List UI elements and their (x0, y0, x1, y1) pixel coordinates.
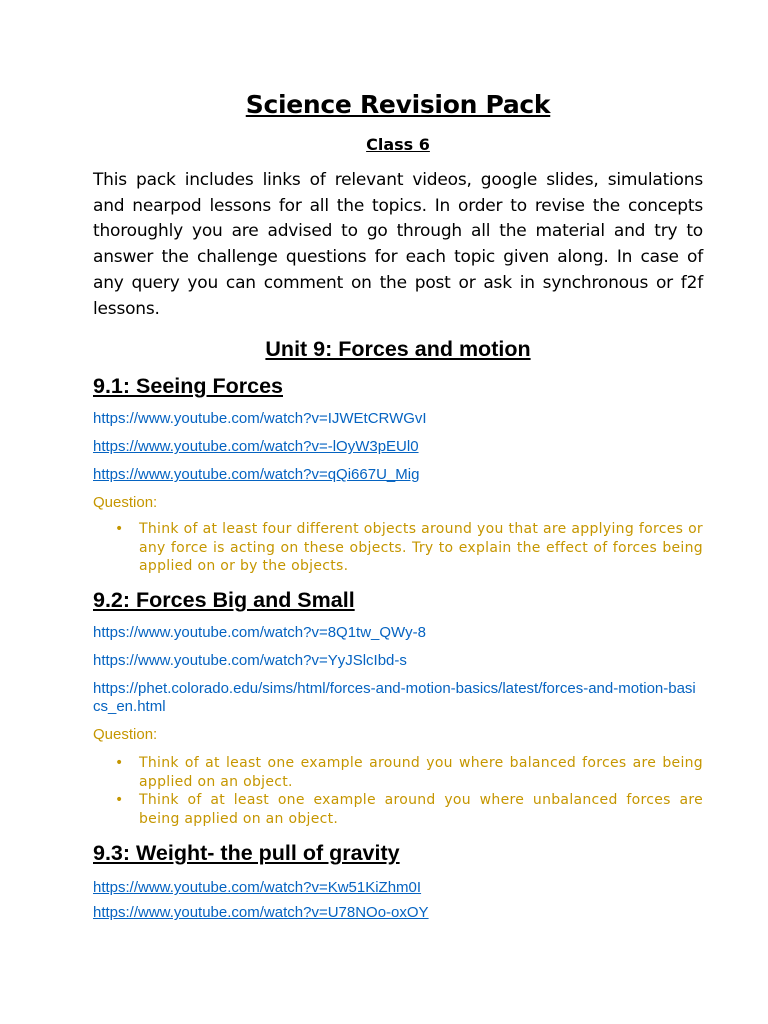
unit-heading: Unit 9: Forces and motion (265, 337, 531, 362)
question-text: Think of at least four different objects around you that are applying forces or any force is acting on these objects. Try to explain the effect of forces being applied on or by the objects. (139, 521, 703, 575)
video-link[interactable]: https://www.youtube.com/watch?v=IJWEtCRWGvI (93, 410, 427, 428)
class-label: Class 6 (366, 135, 430, 154)
bullet-icon: • (115, 792, 124, 809)
video-link[interactable]: https://www.youtube.com/watch?v=Kw51KiZhm0I (93, 879, 422, 897)
question-list (93, 520, 703, 575)
question-text: Think of at least one example around you where balanced forces are being applied on an object. (139, 755, 703, 790)
section-heading-9-1: 9.1: Seeing Forces (93, 374, 283, 399)
document-page (93, 88, 703, 922)
video-link[interactable]: https://www.youtube.com/watch?v=-lOyW3pEUl0 (93, 438, 419, 456)
section-heading-9-3: 9.3: Weight- the pull of gravity (93, 841, 400, 866)
question-list (93, 754, 703, 828)
bullet-icon: • (115, 521, 124, 538)
question-item (93, 754, 703, 791)
question-label: Question: (93, 726, 158, 744)
video-link[interactable]: https://www.youtube.com/watch?v=8Q1tw_QWy-8 (93, 624, 426, 642)
document-title: Science Revision Pack (245, 90, 551, 119)
question-label: Question: (93, 494, 158, 512)
simulation-link[interactable]: https://phet.colorado.edu/sims/html/forces-and-motion-basics/latest/forces-and-motion-basics_en.html (93, 680, 696, 716)
video-link[interactable]: https://www.youtube.com/watch?v=qQi667U_Mig (93, 466, 420, 484)
question-item (93, 520, 703, 575)
bullet-icon: • (115, 755, 124, 772)
question-text: Think of at least one example around you where unbalanced forces are being applied on an object. (139, 792, 703, 827)
video-link[interactable]: https://www.youtube.com/watch?v=YyJSlcIbd-s (93, 652, 407, 670)
video-link[interactable]: https://www.youtube.com/watch?v=U78NOo-oxOY (93, 904, 429, 922)
intro-paragraph: This pack includes links of relevant videos, google slides, simulations and nearpod lessons for all the topics. In order to revise the concepts thoroughly you are advised to go through all the material and try to answer the challenge questions for each topic given along. In case of any query you can comment on the post or ask in synchronous or f2f lessons. (93, 170, 703, 319)
question-item (93, 791, 703, 828)
section-heading-9-2: 9.2: Forces Big and Small (93, 588, 355, 613)
